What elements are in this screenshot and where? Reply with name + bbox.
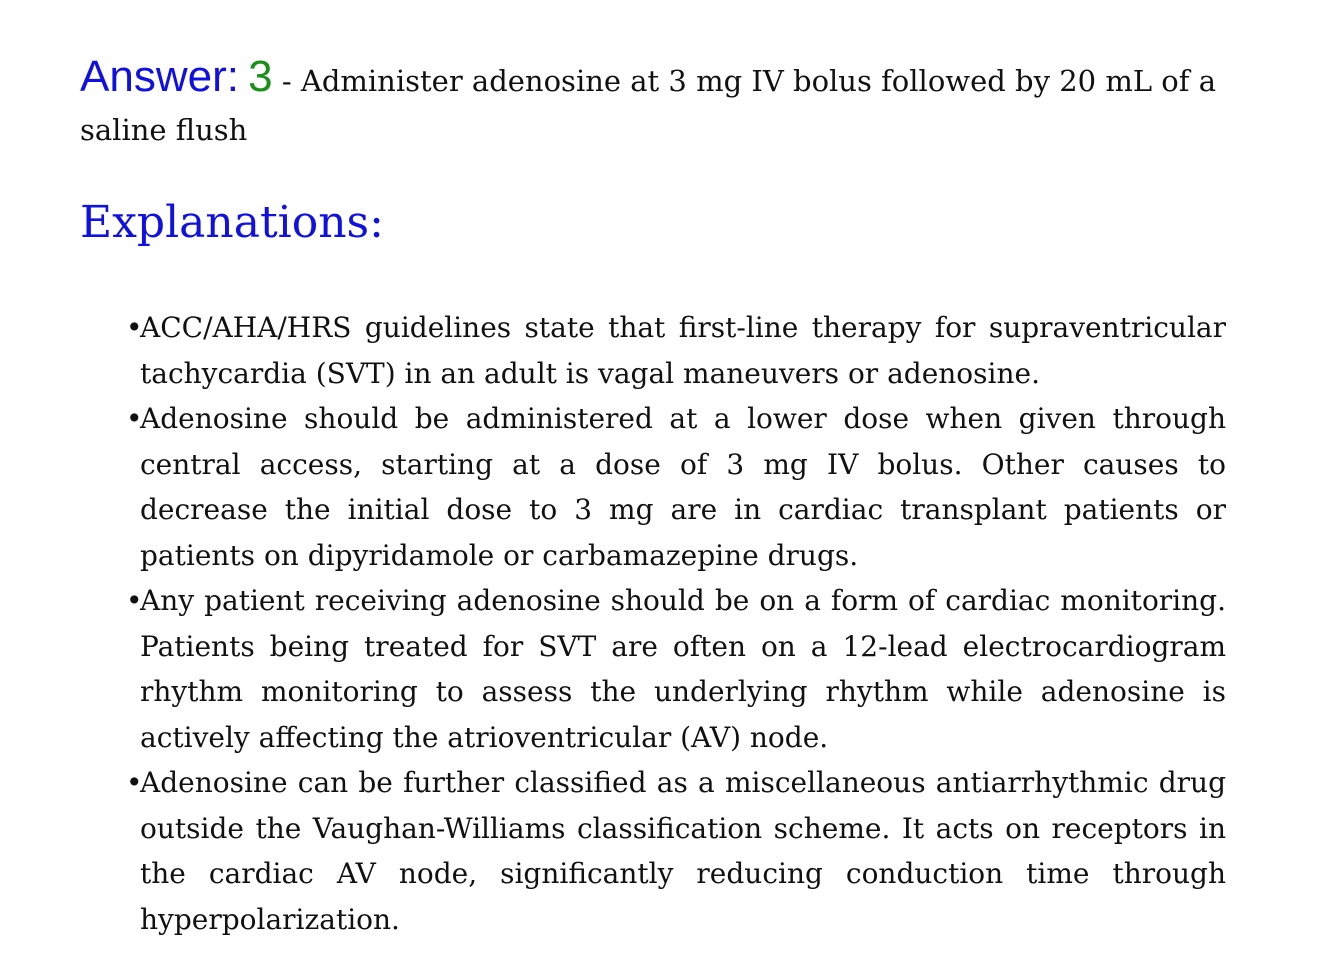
explanation-text: Adenosine can be further classified as a miscellaneous antiarrhythmic drug outside the Vaughan-Williams classification scheme. It acts on receptors in the cardiac AV node, significantly reducing conduction time through hyperpolarization. [140, 766, 1226, 936]
bullet-dot-icon: • [126, 311, 143, 344]
explanation-item [126, 396, 1226, 578]
explanation-item [126, 578, 1226, 760]
bullet-dot-icon: • [126, 584, 143, 617]
answer-number: 3 [248, 52, 273, 101]
explanations-heading: Explanations: [80, 197, 384, 248]
answer-line [80, 52, 1226, 155]
bullet-dot-icon: • [126, 766, 143, 799]
explanations-list [80, 305, 1226, 942]
explanation-text: Any patient receiving adenosine should be on a form of cardiac monitoring. Patients being treated for SVT are often on a 12-lead electrocardiogram rhythm monitoring to assess the underlying rhythm while adenosine is actively affecting the atrioventricular (AV) node. [140, 584, 1226, 754]
explanation-text: Adenosine should be administered at a lower dose when given through central access, starting at a dose of 3 mg IV bolus. Other causes to decrease the initial dose to 3 mg are in cardiac transplant patients or patients on dipyridamole or carbamazepine drugs. [140, 402, 1226, 572]
explanation-item [126, 760, 1226, 942]
answer-label: Answer: [80, 52, 239, 101]
answer-text: - Administer adenosine at 3 mg IV bolus followed by 20 mL of a saline flush [80, 64, 1217, 147]
explanation-text: ACC/AHA/HRS guidelines state that first-line therapy for supraventricular tachycardia (SVT) in an adult is vagal maneuvers or adenosine. [140, 311, 1226, 390]
explanation-item [126, 305, 1226, 396]
answer-explanation-page [80, 52, 1226, 942]
bullet-dot-icon: • [126, 402, 143, 435]
